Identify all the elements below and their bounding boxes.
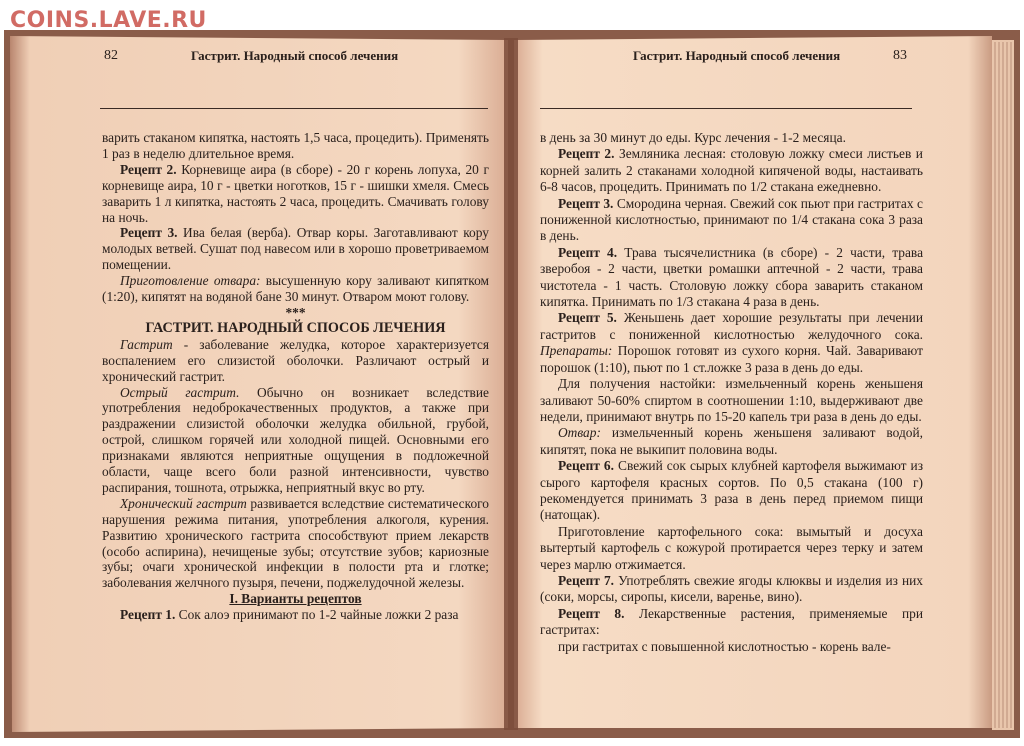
watermark: COINS.LAVE.RU: [10, 8, 207, 33]
running-head-left: Гастрит. Народный способ лечения: [191, 48, 399, 63]
left-page-body: [102, 130, 489, 623]
right-page-body: [540, 130, 923, 655]
paragraph: Приготовление картофельного сока: вымытый и досуха вытертый картофель с кожурой протирается через терку и затем через марлю отжимается.: [540, 523, 923, 572]
running-head-right: Гастрит. Народный способ лечения: [633, 48, 841, 63]
header-rule-left: [100, 108, 488, 109]
paragraph: при гастритах с повышенной кислотностью - корень вале-: [558, 638, 891, 654]
paragraph: Рецепт 5. Женьшень дает хорошие результаты при лечении гастритов с пониженной кислотностью желудочного сока. Препараты: Порошок готовят из сухого корня. Чай. Заваривают порошок (1:10), пьют по 1 ст.ложке 3 раза в день до еды.: [540, 310, 923, 375]
section-heading: ГАСТРИТ. НАРОДНЫЙ СПОСОБ ЛЕЧЕНИЯ: [145, 319, 446, 336]
paragraph: Рецепт 3. Ива белая (верба). Отвар коры. Заготавливают кору молодых ветвей. Сушат под навесом или в хорошо проветриваемом помещении.: [102, 225, 489, 273]
paragraph: Для получения настойки: измельченный корень женьшеня заливают 50-60% спиртом в соотношении 1:10, выдерживают две недели, принимают внутрь по 15-20 капель три раза в день до еды.: [540, 376, 923, 424]
page-number-left: 82: [104, 48, 118, 63]
section-separator: ***: [285, 304, 306, 320]
paragraph: Рецепт 1. Сок алоэ принимают по 1-2 чайные ложки 2 раза: [120, 607, 459, 623]
paragraph: в день за 30 минут до еды. Курс лечения - 1-2 месяца.: [540, 130, 846, 145]
paragraph: Рецепт 2. Земляника лесная: столовую ложку смеси листьев и корней залить 2 стаканами холодной кипяченой воды, настаивать 6-8 часов, процедить. Принимать по 1/2 стакана ежедневно.: [540, 146, 923, 195]
paragraph: Рецепт 3. Смородина черная. Свежий сок пьют при гастритах с пониженной кислотностью, принимают по 1/4 стакана сока 3 раза в день.: [540, 195, 923, 244]
paragraph: Хронический гастрит развивается вследствие систематического нарушения режима питания, употребления алкоголя, курения. Развитию хронического гастрита способствуют прием лекарств (особо аспирина), нечищеные зубы; отсутствие зубов; кариозные зубы; очаги хронической инфекции в полости рта и глотке; заболевания желчного пузыря, печени, поджелудочной железы.: [102, 495, 489, 591]
subheading: I. Варианты рецептов: [229, 591, 362, 607]
paragraph: Острый гастрит. Обычно он возникает вследствие употребления недоброкачественных продуктов, а также при раздражении слизистой оболочки желудка обильной, грубой, острой, слишком горячей или холодной пищей. Основными его признаками являются неприятные ощущения в подложечной области, чаще всего боли разной интенсивности, чувство распирания, тошнота, отрыжка, неприятный вкус во рту.: [102, 384, 489, 495]
paragraph: Приготовление отвара: высушенную кору заливают кипятком (1:20), кипятят на водяной бане 30 минут. Отваром моют голову.: [102, 273, 489, 305]
paragraph: Рецепт 2. Корневище аира (в сборе) - 20 г корень лопуха, 20 г корневище аира, 10 г - цветки ноготков, 15 г - шишки хмеля. Смесь заварить 1 л кипятка, настоять 2 часа, процедить. Смачивать голову на ночь.: [102, 161, 489, 225]
paragraph: Отвар: измельченный корень женьшеня заливают водой, кипятят, пока не выкипит половина воды.: [540, 425, 923, 457]
paragraph: Рецепт 8. Лекарственные растения, применяемые при гастритах:: [540, 605, 923, 638]
page-number-right: 83: [893, 48, 907, 63]
header-rule-right: [540, 108, 912, 109]
paragraph: Рецепт 4. Трава тысячелистника (в сборе) - 2 части, трава зверобоя - 2 части, цветки ромашки аптечной - 2 части, трава чистотела - 1 часть. Столовую ложку сбора заварить стаканом кипятка. Принимать по 1/3 стакана 4 раза в день.: [540, 244, 924, 310]
paragraph: варить стаканом кипятка, настоять 1,5 часа, процедить). Применять 1 раз в неделю длительное время.: [102, 130, 489, 161]
paragraph: Рецепт 6. Свежий сок сырых клубней картофеля выжимают из сырого картофеля красных сортов. По 0,5 стакана (100 г) рекомендуется принимать 3 раза в день перед приемом пищи (натощак).: [540, 458, 923, 523]
paragraph: Гастрит - заболевание желудка, которое характеризуется воспалением его слизистой оболочки. Различают острый и хронический гастрит.: [102, 336, 489, 384]
paragraph: Рецепт 7. Употреблять свежие ягоды клюквы и изделия из них (соки, морсы, сиропы, кисели, варенье, вино).: [540, 572, 923, 605]
